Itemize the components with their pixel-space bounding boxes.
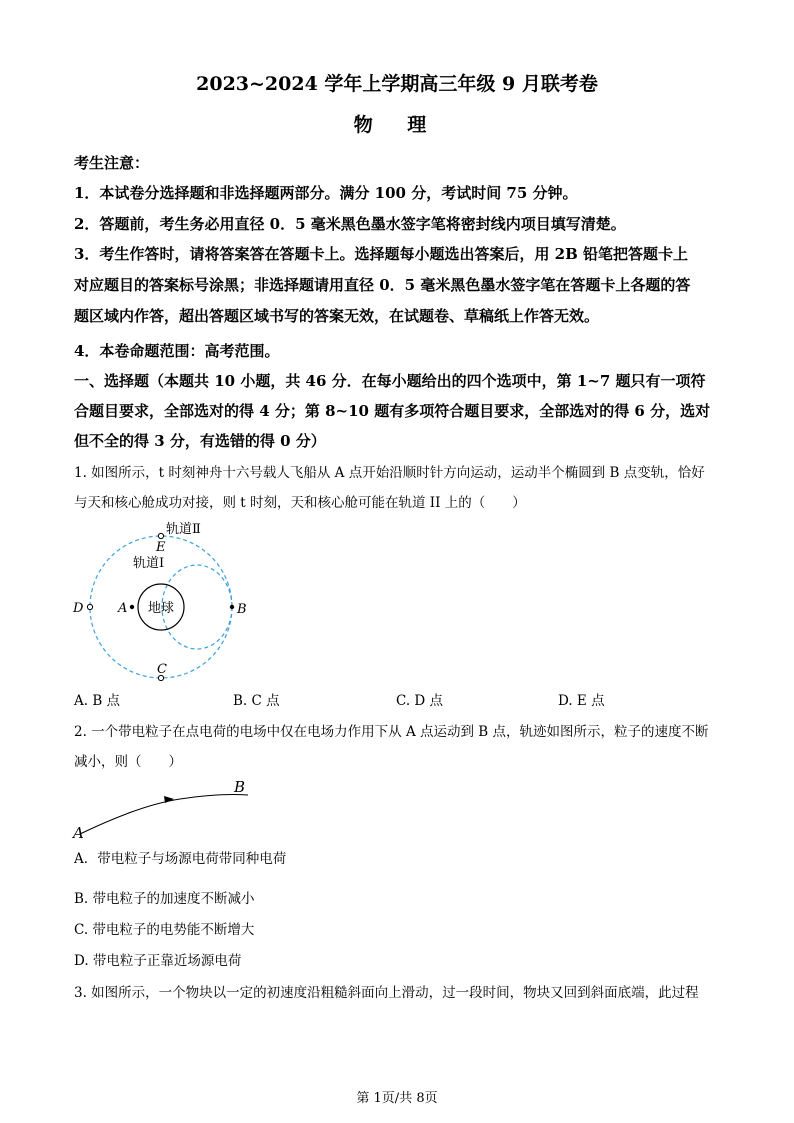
point-D-marker <box>87 604 92 609</box>
point-B-marker <box>230 605 234 609</box>
point-A-marker <box>130 605 134 609</box>
trajectory-curve <box>80 795 248 835</box>
point-B-label: B <box>237 602 247 617</box>
point-A-label: A <box>118 601 128 616</box>
note-line: 2．答题前，考生务必用直径 0．5 毫米黑色墨水签字笔将密封线内项目填写清楚。 <box>74 215 626 233</box>
trajectory-label-A: A <box>73 824 84 842</box>
q1-stem-line: 与天和核心舱成功对接，则 t 时刻，天和核心舱可能在轨道 II 上的（ ） <box>74 495 526 511</box>
section-heading-line: 但不全的得 3 分，有选错的得 0 分） <box>74 432 326 450</box>
exam-title: 2023~2024 学年上学期高三年级 9 月联考卷 <box>196 73 598 95</box>
subject-title: 物 理 <box>353 114 441 136</box>
q3-stem-line: 3. 如图所示，一个物块以一定的初速度沿粗糙斜面向上滑动，过一段时间，物块又回到斜面底端，此过程 <box>74 985 699 1001</box>
note-line: 4．本卷命题范围：高考范围。 <box>74 342 280 360</box>
q1-option-d: D. E 点 <box>558 693 605 709</box>
q1-option-b: B. C 点 <box>233 693 280 709</box>
orbit-1-label: 轨道Ⅰ <box>133 556 165 571</box>
notes-heading: 考生注意： <box>74 154 150 172</box>
note-line: 3．考生作答时，请将答案答在答题卡上。选择题每小题选出答案后，用 2B 铅笔把答题卡上 <box>74 245 689 263</box>
section-heading-line: 合题目要求，全部选对的得 4 分；第 8~10 题有多项符合题目要求，全部选对的得 6 分，选对 <box>74 402 711 420</box>
note-line: 对应题目的答案标号涂黑；非选择题请用直径 0．5 毫米黑色墨水签字笔在答题卡上各题的答 <box>74 276 691 294</box>
note-line: 1．本试卷分选择题和非选择题两部分。满分 100 分，考试时间 75 分钟。 <box>74 184 578 202</box>
point-E-marker <box>158 533 163 538</box>
point-E-label: E <box>156 540 166 555</box>
q2-stem-line: 2. 一个带电粒子在点电荷的电场中仅在电场力作用下从 A 点运动到 B 点，轨迹如图所示，粒子的速度不断 <box>74 724 709 740</box>
q1-option-a: A. B 点 <box>74 693 121 709</box>
trajectory-label-B: B <box>234 778 246 796</box>
q2-option-d: D. 带电粒子正靠近场源电荷 <box>74 953 242 969</box>
page-number: 第 1页/共 8页 <box>356 1091 438 1106</box>
section-heading-line: 一、选择题（本题共 10 小题，共 46 分．在每小题给出的四个选项中，第 1~7 题只有一项符 <box>74 372 706 390</box>
point-D-label: D <box>73 601 84 616</box>
q1-stem-line: 1. 如图所示，t 时刻神舟十六号载人飞船从 A 点开始沿顺时针方向运动，运动半个椭圆到 B 点变轨，恰好 <box>74 465 705 481</box>
earth-label: 地球 <box>147 601 175 616</box>
trajectory-arrow <box>164 796 174 803</box>
q2-option-b: B. 带电粒子的加速度不断减小 <box>74 891 255 907</box>
trajectory-diagram <box>70 775 260 845</box>
orbit-diagram <box>66 516 256 686</box>
q2-option-a: A．带电粒子与场源电荷带同种电荷 <box>74 851 287 867</box>
orbit-2-label: 轨道Ⅱ <box>166 522 201 537</box>
q2-stem-line: 减小，则（ ） <box>74 754 182 770</box>
q2-option-c: C. 带电粒子的电势能不断增大 <box>74 922 255 938</box>
q1-option-c: C. D 点 <box>396 693 444 709</box>
point-C-label: C <box>157 662 167 677</box>
note-line: 题区域内作答，超出答题区域书写的答案无效，在试题卷、草稿纸上作答无效。 <box>74 307 600 325</box>
